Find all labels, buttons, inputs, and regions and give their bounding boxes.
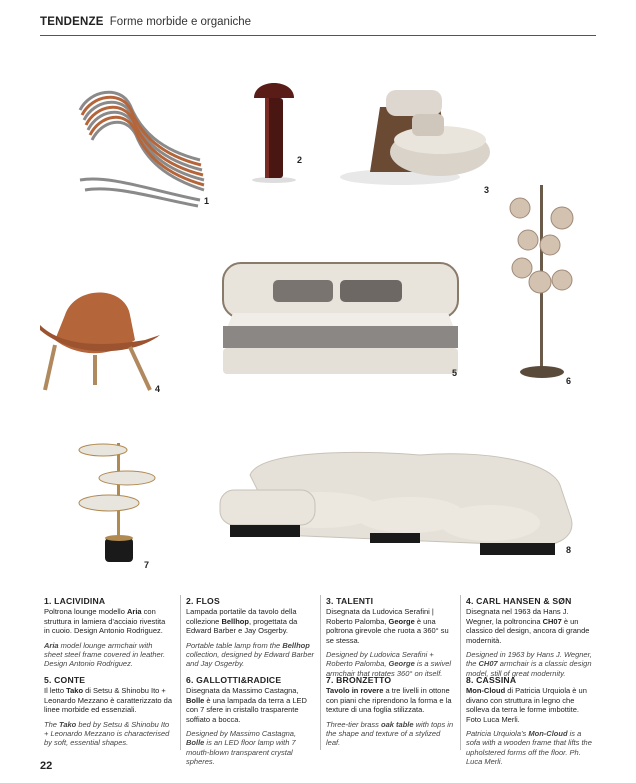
caption-title: 7. BRONZETTO	[326, 675, 392, 685]
caption-en: Portable table lamp from the Bellhop collection, designed by Edward Barber and Jay Osgerby.	[186, 640, 314, 669]
caption-title: 2. FLOS	[186, 596, 220, 606]
caption-en: Aria model lounge armchair with sheet steel frame covered in leather. Design Antonio Rodriguez.	[44, 640, 166, 669]
bolle-floor-lamp-image	[500, 180, 590, 380]
caption-en: Designed in 1963 by Hans J. Wegner, the CH07 armchair is a classic design model, still of great modernity.	[466, 650, 592, 678]
caption-6	[186, 676, 314, 767]
ch07-shell-chair-image	[35, 285, 165, 395]
product-number-2: 2	[297, 155, 303, 165]
caption-en: Designed by Massimo Castagna, Bolle is an LED floor lamp with 7 mouth-blown transparent crystal spheres.	[186, 729, 297, 767]
caption-title: 6. GALLOTTI&RADICE	[186, 675, 282, 685]
caption-it: Mon-Cloud di Patricia Urquiola è un divano con struttura in legno che solleva da terra le forme imbottite. Foto Luca Merli.	[466, 686, 587, 724]
caption-7	[326, 676, 454, 748]
caption-en: Three-tier brass oak table with tops in the shape and texture of a stylized leaf.	[326, 719, 454, 748]
product-number-5: 5	[452, 368, 458, 378]
caption-it: Disegnata da Massimo Castagna, Bolle è una lampada da terra a LED con 7 sfere in cristallo trasparente soffiato a bocca.	[186, 686, 307, 724]
column-divider	[460, 595, 461, 750]
caption-it: Tavolo in rovere a tre livelli in ottone con piani che riprendono la forma e la texture di una foglia stilizzata.	[326, 686, 452, 715]
caption-title: 5. CONTE	[44, 675, 86, 685]
product-number-1: 1	[204, 196, 210, 206]
bellhop-lamp-image	[250, 72, 303, 182]
tako-bed-image	[218, 258, 463, 378]
caption-title: 3. TALENTI	[326, 596, 374, 606]
section-title: TENDENZE	[40, 16, 104, 28]
caption-it: Il letto Tako di Setsu & Shinobu Ito + Leonardo Mezzano è caratterizzato da linee morbide ed essenziali.	[44, 686, 172, 715]
caption-it: Lampada portatile da tavolo della collezione Bellhop, progettata da Edward Barber e Jay Osgerby.	[186, 607, 298, 636]
product-number-4: 4	[155, 384, 161, 394]
caption-title: 1. LACIVIDINA	[44, 596, 106, 606]
page-number: 22	[40, 760, 53, 772]
caption-4	[466, 597, 594, 678]
product-number-6: 6	[566, 376, 572, 386]
caption-en: Designed by Ludovica Serafini + Roberto Palomba, George is a swivel armchair that rotates 360° on itself.	[326, 650, 452, 678]
caption-2	[186, 597, 314, 669]
caption-title: 4. CARL HANSEN & SØN	[466, 596, 572, 606]
caption-it: Disegnata da Ludovica Serafini | Roberto Palomba, George è una poltrona girevole che ruota a 360° su se stessa.	[326, 607, 449, 645]
caption-it: Disegnata nel 1963 da Hans J. Wegner, la poltroncina CH07 è un classico del design, ancora di grande modernità.	[466, 607, 590, 645]
column-divider	[320, 595, 321, 750]
caption-en: The Tako bed by Setsu & Shinobu Ito + Leonardo Mezzano is characterised by soft, essential shapes.	[44, 719, 170, 748]
caption-3	[326, 597, 454, 678]
caption-1	[44, 597, 172, 669]
header-rule	[40, 35, 596, 36]
aria-lounge-chair-image	[70, 80, 220, 210]
caption-title: 8. CASSINA	[466, 675, 517, 685]
section-subtitle: Forme morbide e organiche	[109, 16, 252, 28]
caption-5	[44, 676, 172, 748]
product-number-3: 3	[484, 185, 490, 195]
product-number-8: 8	[566, 545, 572, 555]
caption-8	[466, 676, 594, 767]
column-divider	[180, 595, 181, 750]
bronzetto-table-image	[75, 438, 165, 568]
product-number-7: 7	[144, 560, 150, 570]
caption-it: Poltrona lounge modello Aria con struttura in lamiera d’acciaio rivestita in cuoio. Design Antonio Rodriguez.	[44, 607, 166, 636]
page-header	[40, 16, 596, 28]
caption-en: Patricia Urquiola’s Mon-Cloud is a sofa with a wooden frame that lifts the upholstered forms off the floor. Ph. Luca Merli.	[466, 729, 592, 767]
george-armchair-image	[340, 82, 490, 192]
mon-cloud-sofa-image	[220, 445, 585, 560]
